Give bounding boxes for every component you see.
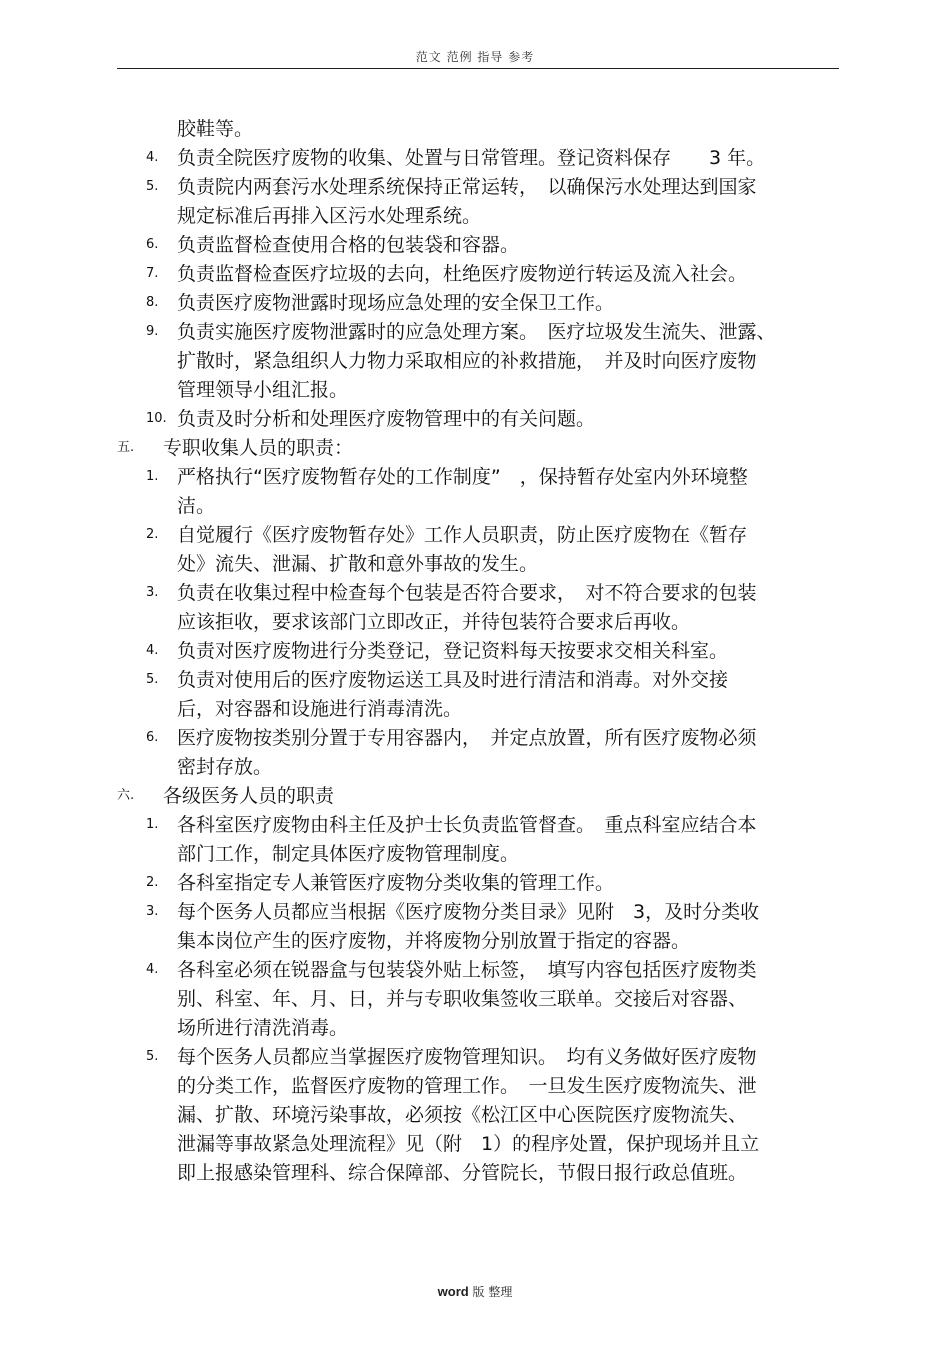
line-text: 负责医疗废物泄露时现场应急处理的安全保卫工作。 [177, 292, 615, 314]
line-text: 密封存放。 [177, 756, 273, 778]
line-text: 自觉履行《医疗废物暂存处》工作人员职责，防止医疗废物在《暂存 [177, 524, 748, 546]
item-number: 4. [146, 150, 159, 165]
item-number: 5. [146, 1049, 159, 1064]
line-text: 负责监督检查使用合格的包装袋和容器。 [177, 234, 520, 256]
item-number: 1. [146, 469, 159, 484]
line-text: 规定标准后再排入区污水处理系统。 [177, 205, 482, 227]
doc-line [0, 897, 950, 927]
doc-line [0, 143, 950, 173]
doc-line [0, 230, 950, 260]
doc-line [0, 955, 950, 985]
line-text: 严格执行“医疗废物暂存处的工作制度” ，保持暂存处室内外环境整 [177, 466, 748, 488]
line-text: 场所进行清洗消毒。 [177, 1017, 349, 1039]
line-text: 医疗废物按类别分置于专用容器内， 并定点放置，所有医疗废物必须 [177, 727, 757, 749]
line-text: 洁。 [177, 495, 216, 517]
line-text: 负责对使用后的医疗废物运送工具及时进行清洁和消毒。对外交接 [177, 669, 729, 691]
item-number: 8. [146, 295, 159, 310]
line-text: 扩散时，紧急组织人力物力采取相应的补救措施， 并及时向医疗废物 [177, 350, 757, 372]
item-number: 2. [146, 875, 159, 890]
line-text: 负责及时分析和处理医疗废物管理中的有关问题。 [177, 408, 596, 430]
doc-line [0, 491, 950, 521]
line-text: 负责院内两套污水处理系统保持正常运转， 以确保污水处理达到国家 [177, 176, 757, 198]
doc-line [0, 636, 950, 666]
doc-line [0, 607, 950, 637]
item-number: 9. [146, 324, 159, 339]
line-text: 胶鞋等。 [177, 118, 254, 140]
doc-line [0, 375, 950, 405]
doc-line [0, 462, 950, 492]
doc-line [0, 201, 950, 231]
doc-line [0, 520, 950, 550]
line-text: 负责全院医疗废物的收集、处置与日常管理。登记资料保存 3 年。 [177, 147, 766, 169]
item-number: 3. [146, 585, 159, 600]
doc-line [0, 114, 950, 144]
doc-line [0, 1158, 950, 1188]
doc-line [0, 404, 950, 434]
line-text: 负责在收集过程中检查每个包装是否符合要求， 对不符合要求的包装 [177, 582, 757, 604]
doc-line [0, 288, 950, 318]
doc-line [0, 665, 950, 695]
line-text: 漏、扩散、环境污染事故，必须按《松江区中心医院医疗废物流失、 [177, 1104, 748, 1126]
item-number: 1. [146, 817, 159, 832]
line-text: 各科室医疗废物由科主任及护士长负责监管督查。 重点科室应结合本 [177, 814, 757, 836]
line-text: 的分类工作，监督医疗废物的管理工作。 一旦发生医疗废物流失、泄 [177, 1075, 757, 1097]
line-text: 负责实施医疗废物泄露时的应急处理方案。 医疗垃圾发生流失、泄露、 [177, 321, 776, 343]
doc-line [0, 317, 950, 347]
line-text: 管理领导小组汇报。 [177, 379, 349, 401]
line-text: 负责对医疗废物进行分类登记，登记资料每天按要求交相关科室。 [177, 640, 729, 662]
line-text: 即上报感染管理科、综合保障部、分管院长，节假日报行政总值班。 [177, 1162, 748, 1184]
line-text: 每个医务人员都应当掌握医疗废物管理知识。 均有义务做好医疗废物 [177, 1046, 757, 1068]
line-text: 每个医务人员都应当根据《医疗废物分类目录》见附 3，及时分类收 [177, 901, 760, 923]
doc-line [0, 781, 950, 811]
doc-line [0, 984, 950, 1014]
doc-line [0, 549, 950, 579]
item-number: 6. [146, 730, 159, 745]
doc-line [0, 1042, 950, 1072]
line-text: 别、科室、年、月、日，并与专职收集签收三联单。交接后对容器、 [177, 988, 748, 1010]
doc-line [0, 1071, 950, 1101]
doc-line [0, 578, 950, 608]
item-number: 4. [146, 643, 159, 658]
doc-line [0, 1129, 950, 1159]
doc-line [0, 868, 950, 898]
item-number: 5. [146, 672, 159, 687]
doc-line [0, 810, 950, 840]
section-number: 五. [117, 440, 135, 455]
doc-line [0, 752, 950, 782]
footer-word: word [437, 1284, 469, 1299]
doc-line [0, 259, 950, 289]
doc-line [0, 433, 950, 463]
section-number: 六. [117, 788, 135, 803]
line-text: 各科室指定专人兼管医疗废物分类收集的管理工作。 [177, 872, 615, 894]
item-number: 2. [146, 527, 159, 542]
item-number: 4. [146, 962, 159, 977]
doc-line [0, 1013, 950, 1043]
doc-line [0, 694, 950, 724]
item-number: 6. [146, 237, 159, 252]
line-text: 应该拒收，要求该部门立即改正，并待包装符合要求后再收。 [177, 611, 691, 633]
item-number: 5. [146, 179, 159, 194]
footer-rest: 版 整理 [468, 1285, 513, 1299]
doc-line [0, 346, 950, 376]
item-number: 3. [146, 904, 159, 919]
doc-line [0, 1100, 950, 1130]
line-text: 集本岗位产生的医疗废物，并将废物分别放置于指定的容器。 [177, 930, 691, 952]
line-text: 后，对容器和设施进行消毒清洗。 [177, 698, 463, 720]
line-text: 负责监督检查医疗垃圾的去向，杜绝医疗废物逆行转运及流入社会。 [177, 263, 748, 285]
item-number: 7. [146, 266, 159, 281]
doc-line [0, 839, 950, 869]
section-heading: 专职收集人员的职责： [163, 437, 354, 459]
page-header: 范文 范例 指导 参考 [415, 50, 535, 64]
line-text: 处》流失、泄漏、扩散和意外事故的发生。 [177, 553, 539, 575]
item-number: 10. [146, 411, 167, 426]
line-text: 泄漏等事故紧急处理流程》见（附 1）的程序处置，保护现场并且立 [177, 1133, 760, 1155]
page-footer [0, 1283, 950, 1300]
line-text: 部门工作，制定具体医疗废物管理制度。 [177, 843, 520, 865]
doc-line [0, 926, 950, 956]
doc-line [0, 172, 950, 202]
section-heading: 各级医务人员的职责 [163, 785, 335, 807]
doc-line [0, 723, 950, 753]
line-text: 各科室必须在锐器盒与包装袋外贴上标签， 填写内容包括医疗废物类 [177, 959, 757, 981]
